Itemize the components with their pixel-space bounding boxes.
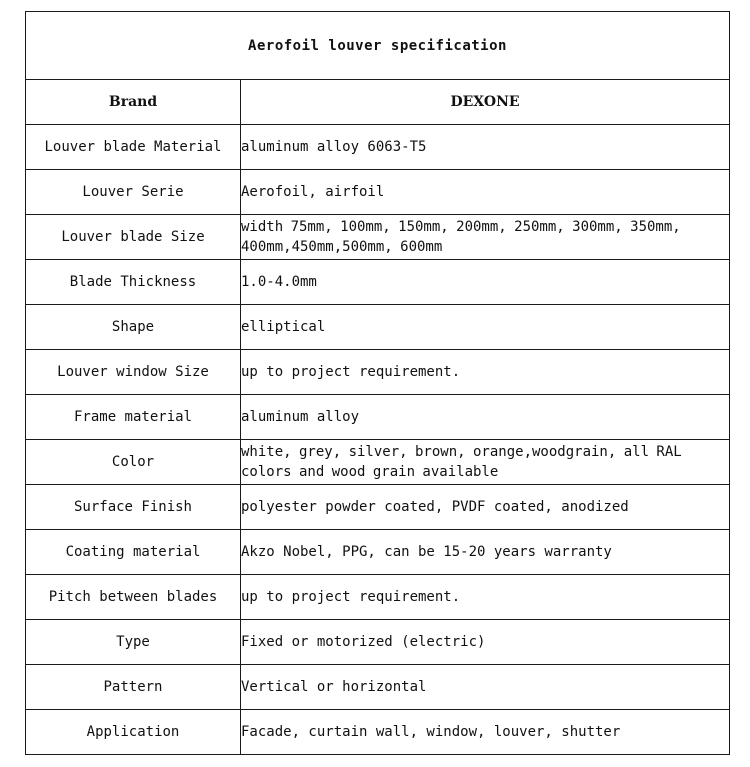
row-label: Pitch between blades — [26, 575, 241, 620]
row-label: Application — [26, 710, 241, 755]
row-label: Pattern — [26, 665, 241, 710]
row-value: polyester powder coated, PVDF coated, anodized — [241, 485, 730, 530]
row-value: Fixed or motorized (electric) — [241, 620, 730, 665]
table-row — [26, 485, 730, 530]
row-label: Coating material — [26, 530, 241, 575]
row-value: Aerofoil, airfoil — [241, 170, 730, 215]
row-label: Type — [26, 620, 241, 665]
spec-table — [25, 11, 730, 755]
row-value-text: width 75mm, 100mm, 150mm, 200mm, 250mm, 300mm, 350mm, 400mm,450mm,500mm, 600mm — [241, 219, 681, 255]
row-value: aluminum alloy 6063-T5 — [241, 125, 730, 170]
row-value: up to project requirement. — [241, 350, 730, 395]
row-label: Louver blade Material — [26, 125, 241, 170]
row-label: Frame material — [26, 395, 241, 440]
header-row — [26, 80, 730, 125]
table-row — [26, 710, 730, 755]
row-label: Blade Thickness — [26, 260, 241, 305]
table-row — [26, 575, 730, 620]
table-row — [26, 215, 730, 260]
row-value: elliptical — [241, 305, 730, 350]
row-value: aluminum alloy — [241, 395, 730, 440]
row-value — [241, 440, 730, 485]
table-row — [26, 620, 730, 665]
row-label: Surface Finish — [26, 485, 241, 530]
row-value: Facade, curtain wall, window, louver, shutter — [241, 710, 730, 755]
row-value-text: white, grey, silver, brown, orange,woodgrain, all RAL colors and wood grain available — [241, 444, 682, 480]
row-value: up to project requirement. — [241, 575, 730, 620]
table-row — [26, 530, 730, 575]
row-value: Vertical or horizontal — [241, 665, 730, 710]
table-row — [26, 305, 730, 350]
table-row — [26, 350, 730, 395]
row-label: Color — [26, 440, 241, 485]
table-row — [26, 665, 730, 710]
table-row — [26, 260, 730, 305]
table-row — [26, 170, 730, 215]
row-value: 1.0-4.0mm — [241, 260, 730, 305]
table-title: Aerofoil louver specification — [26, 12, 730, 80]
header-label: Brand — [26, 80, 241, 125]
row-value: Akzo Nobel, PPG, can be 15-20 years warranty — [241, 530, 730, 575]
row-label: Louver window Size — [26, 350, 241, 395]
title-row — [26, 12, 730, 80]
row-value — [241, 215, 730, 260]
row-label: Shape — [26, 305, 241, 350]
header-value: DEXONE — [241, 80, 730, 125]
table-row — [26, 440, 730, 485]
row-label: Louver Serie — [26, 170, 241, 215]
row-label: Louver blade Size — [26, 215, 241, 260]
table-row — [26, 395, 730, 440]
table-row — [26, 125, 730, 170]
